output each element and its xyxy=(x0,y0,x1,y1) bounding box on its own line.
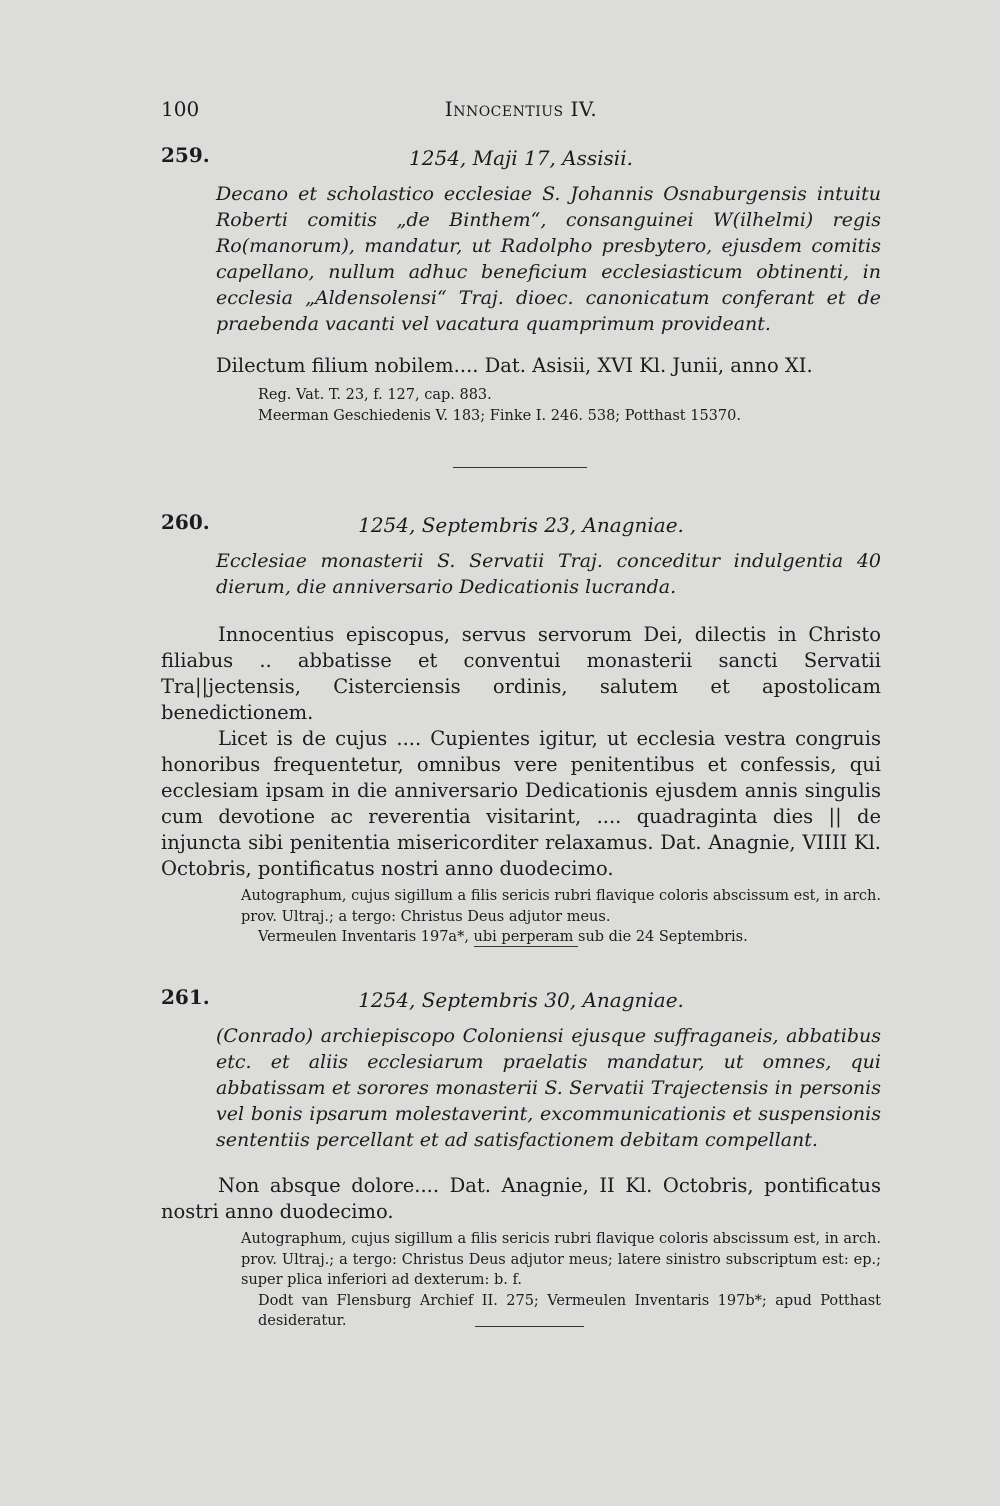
section-divider xyxy=(453,467,587,468)
section-divider xyxy=(474,946,578,947)
source-line: Dodt van Flensburg Archief II. 275; Vermeulen Inventaris 197b*; apud Potthast desideratur. xyxy=(258,1292,881,1329)
source-line: Autographum, cujus sigillum a filis sericis rubri flavique coloris abscissum est, in arch. prov. Ultraj.; a tergo: Christus Deus adjutor meus; latere sinistro subscriptum est: ep.; super plica inferiori ad dexterum: b. f. xyxy=(241,1231,881,1288)
source-line: Autographum, cujus sigillum a filis sericis rubri flavique coloris abscissum est, in arch. prov. Ultraj.; a tergo: Christus Deus adjutor meus. xyxy=(241,888,881,925)
entry-text: Licet is de cujus .... Cupientes igitur, ut ecclesia vestra congruis honoribus frequentetur, omnibus vere penitentibus et confessis, qui ecclesiam ipsam in die anniversario Dedicationis ejusdem annis singulis cum devotione ac reverentia visitarint, .... quadraginta dies || de injuncta sibi penitentia misericorditer relaxamus. Dat. Anagnie, VIIII Kl. Octobris, pontificatus nostri anno duodecimo. xyxy=(161,727,881,880)
entry-text: Innocentius episcopus, servus servorum Dei, dilectis in Christo filiabus .. abbatisse et conventui monasterii sancti Servatii Tra||jectensis, Cisterciensis ordinis, salutem et apostolicam benedictionem. xyxy=(161,623,881,724)
source-line: Reg. Vat. T. 23, f. 127, cap. 883. xyxy=(258,387,492,403)
entry-regest: Ecclesiae monasterii S. Servatii Traj. conceditur indulgentia 40 dierum, die anniversario Dedicationis lucranda. xyxy=(216,550,881,598)
entry-date: 1254, Septembris 23, Anagniae. xyxy=(358,513,684,537)
entry-number: 260. xyxy=(161,510,210,534)
entry-260 xyxy=(161,510,881,948)
entry-regest: Decano et scholastico ecclesiae S. Johannis Osnaburgensis intuitu Roberti comitis „de Binthem“, consanguinei W(ilhelmi) regis Ro(manorum), mandatur, ut Radolpho presbytero, ejusdem comitis capellano, nullum adhuc beneficium ecclesiasticum obtinenti, in ecclesia „Aldensolensi“ Traj. dioec. canonicatum conferant et de praebenda vacanti vel vacatura quamprimum provideant. xyxy=(216,183,881,335)
source-line: Meerman Geschiedenis V. 183; Finke I. 246. 538; Potthast 15370. xyxy=(258,407,741,424)
entry-date: 1254, Maji 17, Assisii. xyxy=(409,146,633,170)
source-line: Vermeulen Inventaris 197a*, ubi perperam sub die 24 Septembris. xyxy=(258,929,748,945)
entry-number: 259. xyxy=(161,143,210,167)
running-title: Innocentius IV. xyxy=(444,97,598,121)
entry-number: 261. xyxy=(161,985,210,1009)
entry-text: Dilectum filium nobilem.... Dat. Asisii, XVI Kl. Junii, anno XI. xyxy=(216,354,813,377)
entry-date: 1254, Septembris 30, Anagniae. xyxy=(358,988,684,1012)
entry-259 xyxy=(161,143,881,426)
entry-regest: (Conrado) archiepiscopo Coloniensi ejusque suffraganeis, abbatibus etc. et aliis ecclesiarum praelatis mandatur, ut omnes, qui abbatissam et sorores monasterii S. Servatii Trajectensis in personis vel bonis ipsarum molestaverint, excommunicationis et suspensionis sententiis percellant et ad satisfactionem debitam compellant. xyxy=(216,1025,881,1151)
section-divider xyxy=(475,1326,584,1327)
entry-text: Non absque dolore.... Dat. Anagnie, II Kl. Octobris, pontificatus nostri anno duodecimo. xyxy=(161,1174,881,1223)
page-header xyxy=(161,97,881,127)
page-number: 100 xyxy=(161,97,200,121)
entry-261 xyxy=(161,985,881,1332)
